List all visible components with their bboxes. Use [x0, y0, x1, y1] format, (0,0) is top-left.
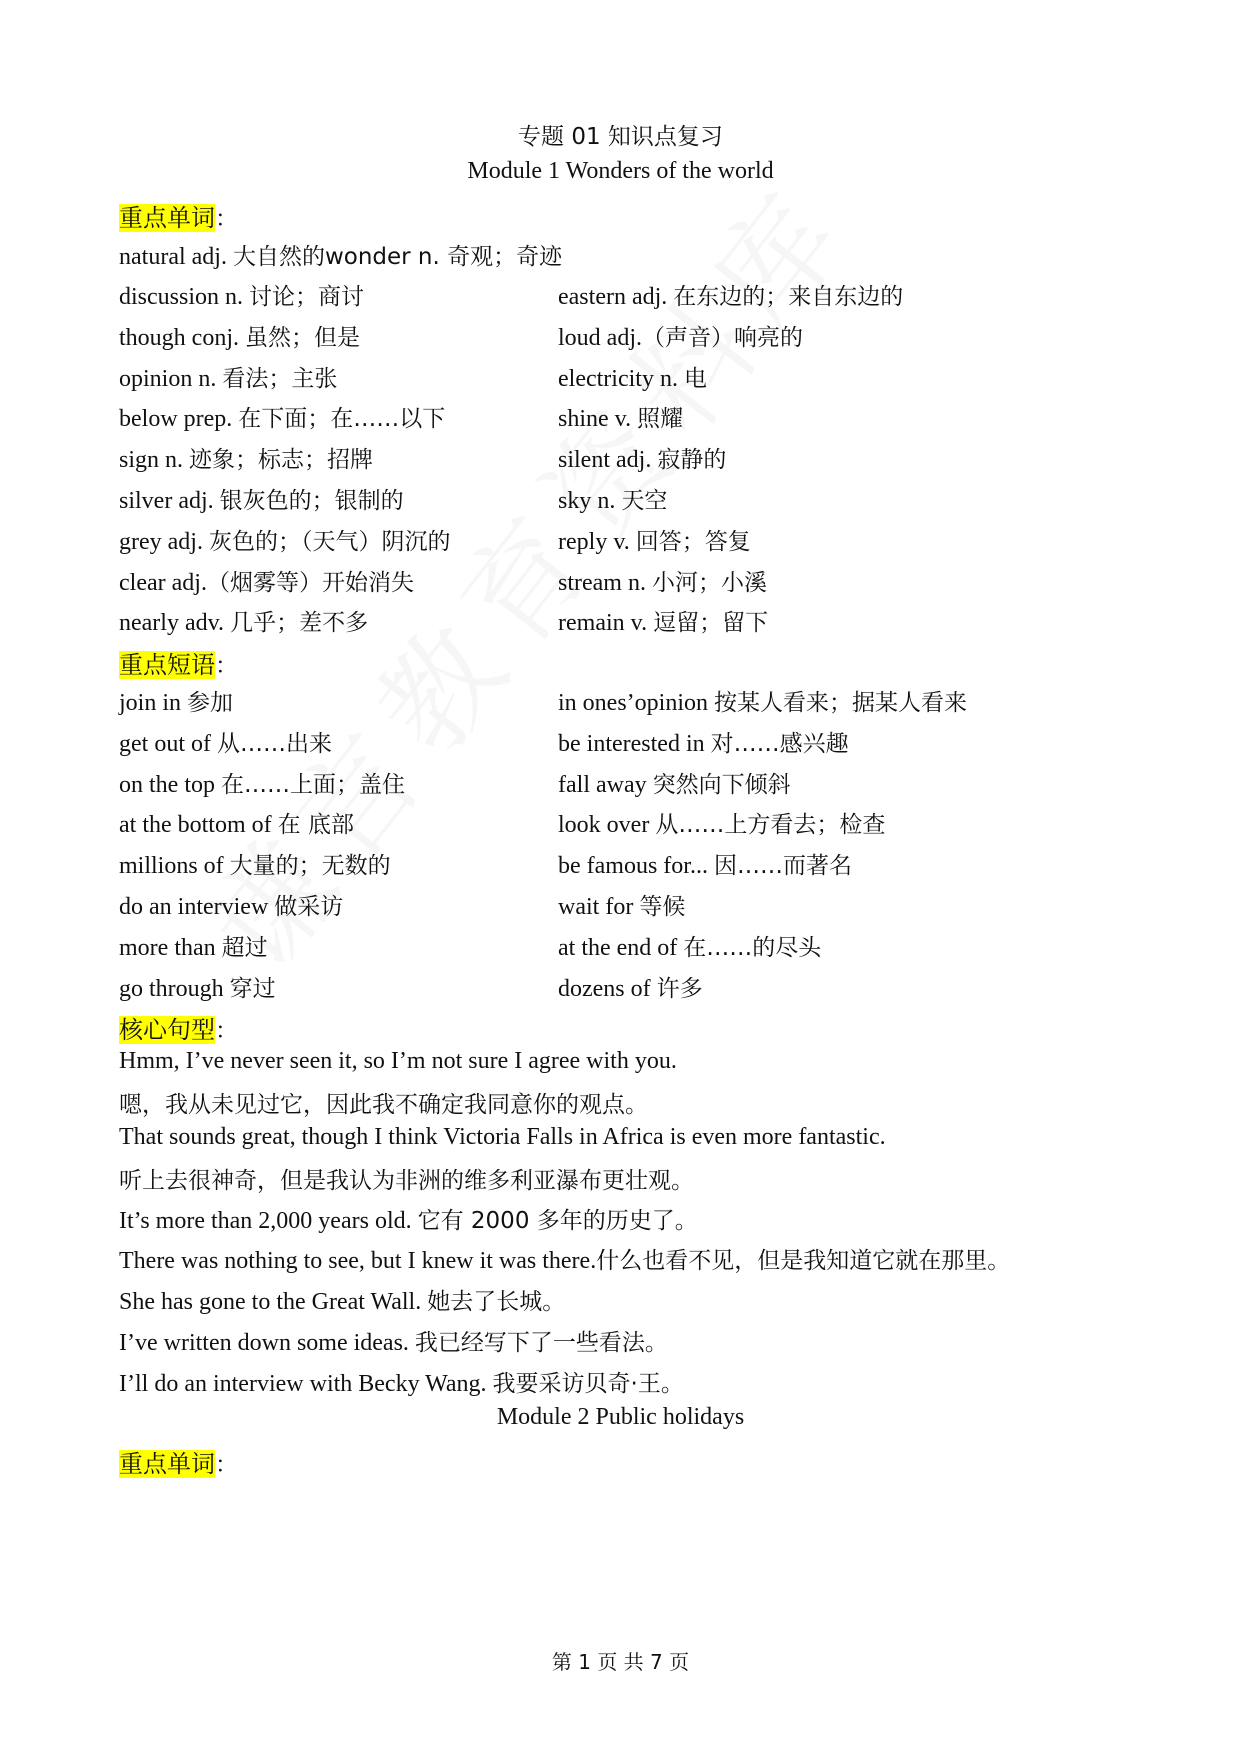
term-en: nearly adv.: [119, 610, 231, 637]
vocab-row-left: [119, 564, 414, 597]
phrase-row-right: [558, 970, 703, 1003]
phrase-row-left: [119, 888, 343, 921]
term-en: shine v.: [558, 406, 638, 433]
term-en: eastern adj.: [558, 284, 674, 310]
term-cn: 在……上面；盖住: [221, 771, 405, 798]
phrase-row-left: [119, 725, 332, 758]
term-en: sky n.: [558, 488, 622, 514]
phrase-row-right: [558, 806, 885, 839]
phrase-row-left: [119, 766, 405, 799]
sentence-line: [119, 1124, 886, 1151]
phrase-row-right: [558, 847, 852, 880]
term-cn: 在 底部: [277, 812, 354, 839]
vocab-row-right: [558, 482, 667, 515]
term-en: fall away: [558, 771, 653, 798]
label-colon: ：: [215, 206, 238, 232]
sentence-line: [119, 1242, 1010, 1275]
term-en: opinion n.: [119, 365, 223, 392]
term-cn: 突然向下倾斜: [652, 771, 791, 798]
highlighted-label: 重点短语: [119, 651, 215, 679]
term-cn: 在……的尽头: [683, 934, 822, 961]
term-cn: 逗留；留下: [653, 610, 769, 637]
phrase-row-left: [119, 929, 268, 962]
term-cn: 讨论；商讨: [249, 284, 365, 310]
term-cn: 在东边的；来自东边的: [673, 284, 904, 310]
term-cn: 看法；主张: [222, 365, 338, 392]
sentence-cn: 听上去很神奇，但是我认为非洲的维多利亚瀑布更壮观。: [119, 1168, 694, 1194]
sentence-cn: 我要采访贝奇·王。: [492, 1371, 684, 1397]
term-cn: 因……而著名: [713, 853, 852, 880]
vocab-row-left: [119, 360, 337, 393]
term-en: below prep.: [119, 406, 239, 433]
term-en: reply v.: [558, 528, 636, 555]
sentence-line: [119, 1365, 684, 1398]
sentence-en: She has gone to the Great Wall.: [119, 1289, 428, 1315]
document-title: 专题 01 知识点复习: [518, 124, 723, 150]
term-en: at the bottom of: [119, 812, 278, 839]
term-cn: 照耀: [637, 406, 684, 433]
sentence-en: I’ve written down some ideas.: [119, 1330, 415, 1356]
phrase-row-left: [119, 970, 276, 1003]
sentence-line: [119, 1324, 668, 1357]
term-en: at the end of: [558, 934, 684, 961]
term-en: go through: [119, 975, 230, 1002]
sentence-cn: 她去了长城。: [427, 1289, 566, 1315]
term-cn: 小河；小溪: [651, 569, 767, 596]
term-cn: 虽然；但是: [245, 324, 360, 351]
term-cn: 做采访: [274, 894, 344, 920]
term-en: be interested in: [558, 730, 711, 757]
term-en: look over: [558, 812, 656, 839]
term-en: join in: [119, 690, 188, 716]
sentence-en: Hmm, I’ve never seen it, so I’m not sure I agree with you.: [119, 1048, 677, 1074]
vocab-row-right: [558, 564, 767, 597]
vocab-en: natural adj.: [119, 244, 233, 270]
page-footer: 第 1 页 共 7 页: [551, 1650, 690, 1674]
label-colon: ：: [215, 1018, 238, 1044]
vocab-row-left: [119, 278, 364, 311]
term-cn: 等候: [639, 894, 686, 920]
highlighted-label: 重点单词: [119, 1450, 215, 1478]
vocab-row-left: [119, 604, 368, 637]
term-cn: 寂静的: [657, 447, 727, 474]
term-cn: 银灰色的；银制的: [219, 488, 404, 514]
phrase-row-right: [558, 888, 685, 921]
phrase-row-left: [119, 806, 354, 839]
sentence-cn: 我已经写下了一些看法。: [414, 1330, 668, 1356]
vocab-row-left: [119, 523, 450, 556]
sentence-line: [119, 1283, 565, 1316]
label-colon: ：: [215, 653, 238, 679]
sentence-line: [119, 1202, 698, 1235]
term-cn: 许多: [656, 975, 703, 1002]
term-en: silent adj.: [558, 447, 658, 474]
term-cn: 对……感兴趣: [710, 730, 849, 757]
phrase-row-left: [119, 847, 391, 880]
term-cn: 电: [683, 365, 707, 392]
phrase-row-left: [119, 684, 233, 717]
sentence-en: That sounds great, though I think Victoria Falls in Africa is even more fantastic.: [119, 1124, 886, 1150]
section-label-module2-key-words: [119, 1444, 238, 1479]
term-cn: 从……出来: [216, 730, 332, 757]
term-cn: （声音）响亮的: [642, 324, 803, 351]
vocab-row-right: [558, 360, 707, 393]
section-label-key-words: [119, 198, 238, 233]
vocab-row-right: [558, 523, 751, 556]
vocab-row-left: [119, 400, 445, 433]
module-2-heading: Module 2 Public holidays: [496, 1404, 745, 1430]
vocab-row-right: [558, 604, 768, 637]
term-en: remain v.: [558, 610, 654, 637]
vocab-row-left: [119, 441, 373, 474]
term-en: discussion n.: [119, 284, 250, 310]
sentence-line: [119, 1086, 648, 1119]
term-cn: 按某人看来；据某人看来: [714, 690, 967, 716]
sentence-en: There was nothing to see, but I knew it was there.: [119, 1248, 597, 1274]
sentence-en: It’s more than 2,000 years old.: [119, 1208, 418, 1234]
module-1-heading: Module 1 Wonders of the world: [467, 158, 774, 184]
highlighted-label: 核心句型: [119, 1016, 215, 1044]
phrase-row-right: [558, 766, 791, 799]
term-cn: 超过: [221, 934, 268, 961]
term-cn: 天空: [621, 488, 668, 514]
label-colon: ：: [215, 1452, 238, 1478]
phrase-row-right: [558, 684, 967, 717]
sentence-line: [119, 1162, 694, 1195]
term-cn: 灰色的；（天气）阴沉的: [208, 528, 451, 555]
vocab-row-left: [119, 319, 360, 352]
term-cn: 参加: [187, 690, 234, 716]
term-en: grey adj.: [119, 528, 209, 555]
sentence-cn: 它有 2000 多年的历史了。: [417, 1208, 698, 1234]
term-en: do an interview: [119, 894, 275, 920]
term-cn: 从……上方看去；检查: [655, 812, 886, 839]
vocab-line-first: [119, 238, 562, 271]
term-en: clear adj.: [119, 569, 207, 596]
term-cn: 大量的；无数的: [229, 853, 391, 880]
term-en: loud adj.: [558, 324, 642, 351]
term-en: sign n.: [119, 447, 190, 474]
term-en: be famous for...: [558, 853, 714, 880]
phrase-row-right: [558, 929, 821, 962]
vocab-row-right: [558, 441, 726, 474]
term-cn: 迹象；标志；招牌: [189, 447, 374, 474]
term-en: silver adj.: [119, 488, 220, 514]
term-en: in ones’opinion: [558, 690, 714, 716]
sentence-cn: 什么也看不见，但是我知道它就在那里。: [596, 1248, 1011, 1274]
sentence-line: [119, 1048, 677, 1075]
section-label-key-phrases: [119, 645, 238, 680]
highlighted-label: 重点单词: [119, 204, 215, 232]
term-cn: 回答；答复: [635, 528, 751, 555]
vocab-row-right: [558, 319, 803, 352]
sentence-en: I’ll do an interview with Becky Wang.: [119, 1371, 493, 1397]
term-cn: （烟雾等）开始消失: [206, 569, 414, 596]
term-en: millions of: [119, 853, 230, 880]
term-en: stream n.: [558, 569, 652, 596]
vocab-row-right: [558, 400, 683, 433]
term-en: more than: [119, 934, 222, 961]
term-en: though conj.: [119, 324, 245, 351]
term-en: get out of: [119, 730, 217, 757]
phrase-row-right: [558, 725, 849, 758]
vocab-row-left: [119, 482, 404, 515]
term-cn: 在下面；在……以下: [238, 406, 446, 433]
term-en: dozens of: [558, 975, 657, 1002]
vocab-row-right: [558, 278, 903, 311]
vocab-cn: 大自然的wonder n. 奇观；奇迹: [232, 244, 563, 270]
term-en: wait for: [558, 894, 640, 920]
term-cn: 几乎；差不多: [230, 610, 369, 637]
term-en: on the top: [119, 771, 221, 798]
term-en: electricity n.: [558, 365, 684, 392]
section-label-core-sentences: [119, 1010, 238, 1045]
term-cn: 穿过: [229, 975, 276, 1002]
sentence-cn: 嗯，我从未见过它，因此我不确定我同意你的观点。: [119, 1092, 648, 1118]
